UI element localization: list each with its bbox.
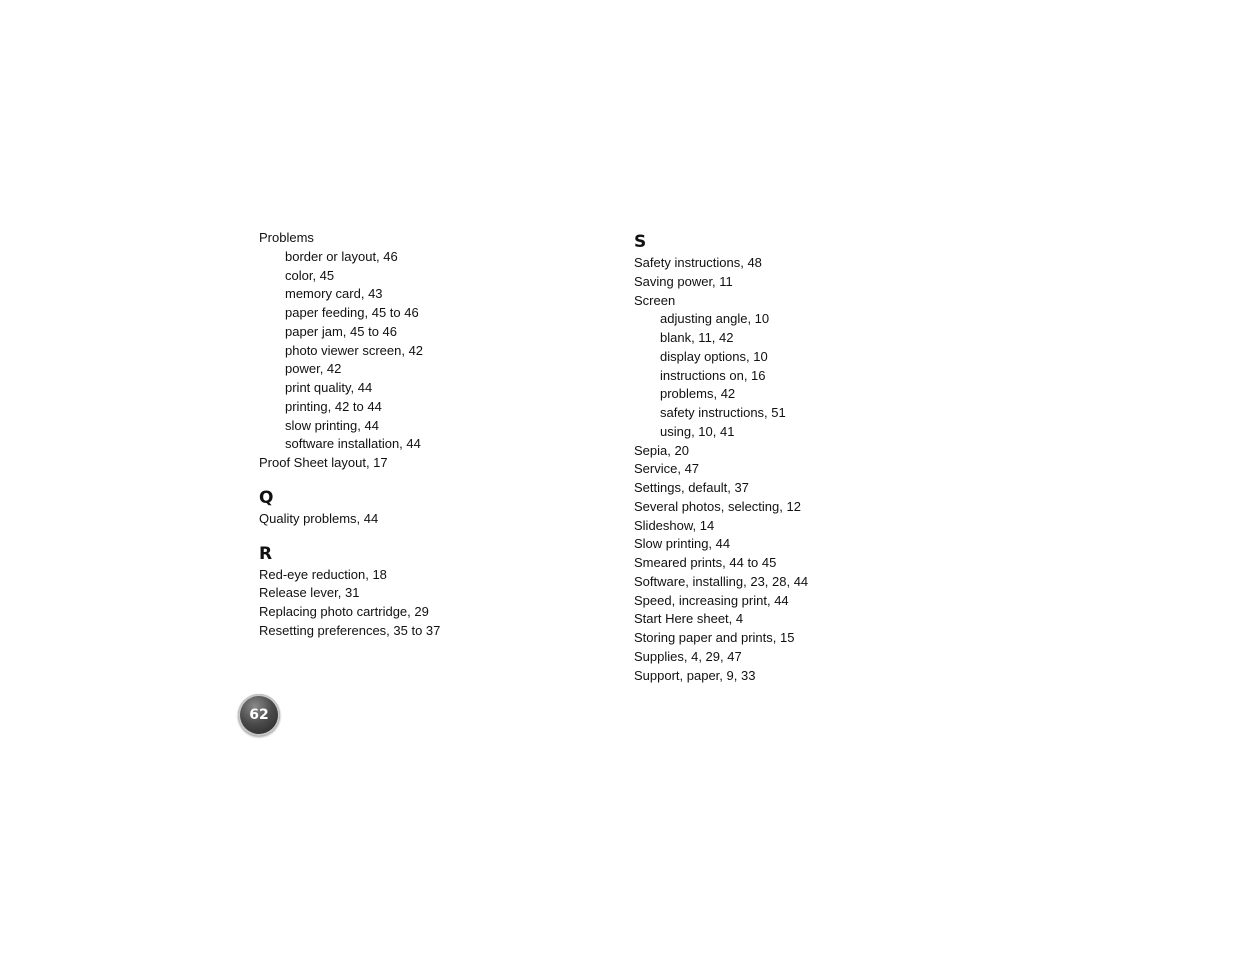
- index-entry: Problems: [259, 230, 314, 245]
- index-entry: Software, installing, 23, 28, 44: [634, 573, 809, 589]
- index-entry: Service, 47: [634, 461, 700, 477]
- index-column-right: [634, 229, 974, 685]
- index-entry: Saving power, 11: [634, 273, 733, 289]
- index-entry: Storing paper and prints, 15: [634, 630, 795, 645]
- index-subentry: using, 10, 41: [660, 423, 735, 439]
- index-entry: Quality problems, 44: [259, 510, 379, 526]
- index-entry: Speed, increasing print, 44: [634, 592, 789, 608]
- index-entry: Supplies, 4, 29, 47: [634, 648, 742, 664]
- index-entry: Safety instructions, 48: [634, 255, 762, 270]
- index-entry: Slideshow, 14: [634, 517, 715, 533]
- index-entry: Settings, default, 37: [634, 480, 749, 495]
- index-subentry: print quality, 44: [285, 380, 373, 395]
- index-subentry: paper jam, 45 to 46: [285, 323, 398, 339]
- index-subentry: memory card, 43: [285, 286, 383, 302]
- index-entry: Replacing photo cartridge, 29: [259, 604, 429, 619]
- index-entry: Slow printing, 44: [634, 536, 731, 552]
- index-entry: Screen: [634, 292, 676, 308]
- section-letter-q: Q: [259, 487, 274, 508]
- index-entry: Start Here sheet, 4: [634, 611, 744, 627]
- index-subentry: slow printing, 44: [285, 417, 379, 433]
- index-entry: Red-eye reduction, 18: [259, 566, 387, 582]
- index-entry: Smeared prints, 44 to 45: [634, 555, 777, 570]
- index-entry: Release lever, 31: [259, 585, 360, 601]
- index-subentry: display options, 10: [660, 348, 768, 364]
- page-number-badge: [238, 694, 280, 736]
- index-subentry: adjusting angle, 10: [660, 311, 770, 327]
- index-subentry: photo viewer screen, 42: [285, 342, 424, 358]
- index-subentry: safety instructions, 51: [660, 405, 786, 420]
- index-subentry: problems, 42: [660, 386, 736, 402]
- index-subentry: power, 42: [285, 361, 342, 377]
- index-column-left: [259, 229, 599, 641]
- index-subentry: blank, 11, 42: [660, 330, 734, 345]
- section-letter-s: S: [634, 232, 647, 252]
- index-subentry: software installation, 44: [285, 436, 421, 452]
- index-entry: Resetting preferences, 35 to 37: [259, 622, 441, 638]
- index-subentry: printing, 42 to 44: [285, 398, 382, 414]
- page-number: 62: [249, 707, 269, 723]
- index-subentry: border or layout, 46: [285, 248, 398, 264]
- index-entry: Proof Sheet layout, 17: [259, 455, 388, 470]
- index-entry: Several photos, selecting, 12: [634, 498, 801, 514]
- index-subentry: instructions on, 16: [660, 367, 766, 383]
- section-letter-r: R: [259, 543, 273, 564]
- index-entry: Support, paper, 9, 33: [634, 667, 756, 683]
- index-subentry: color, 45: [285, 267, 335, 283]
- index-entry: Sepia, 20: [634, 442, 689, 458]
- index-subentry: paper feeding, 45 to 46: [285, 305, 419, 320]
